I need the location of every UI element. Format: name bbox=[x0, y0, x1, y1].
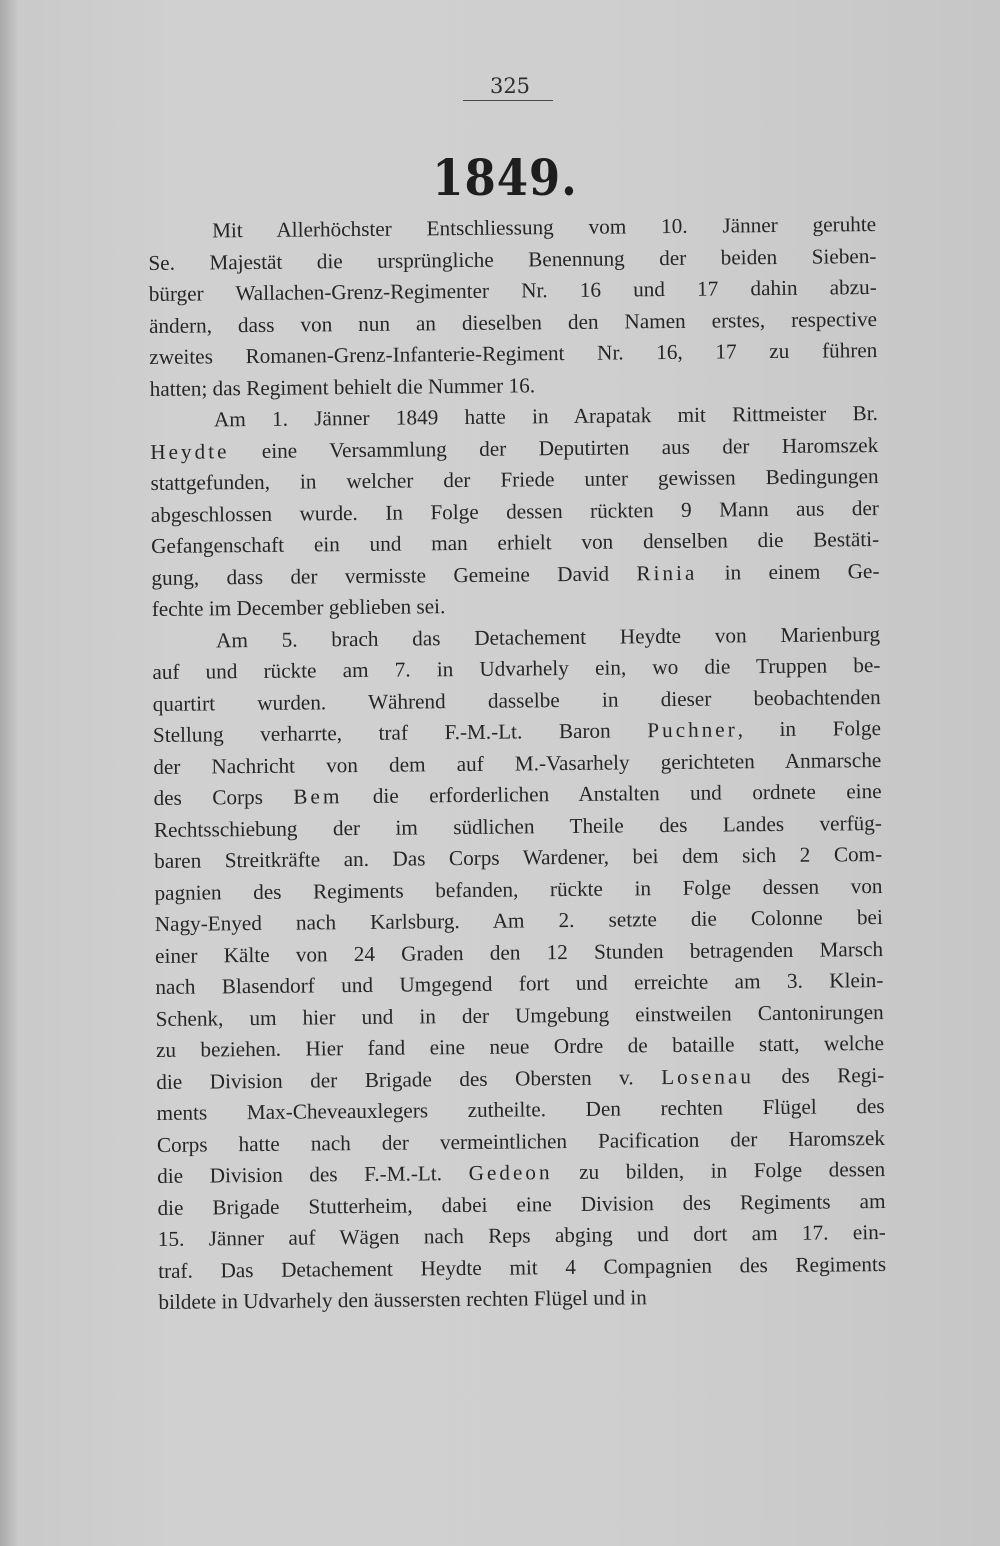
page-edge-shadow bbox=[0, 0, 18, 1546]
spaced-name: Heydte bbox=[150, 438, 230, 464]
text-segment: fechte im December geblieben sei. bbox=[151, 594, 446, 621]
text-segment: hatten; das Regiment behielt die Nummer 16. bbox=[149, 372, 536, 401]
text-segment: Am 1. Jänner 1849 hatte in Arapatak mit Rittmeister Br. bbox=[213, 401, 879, 432]
text-segment: die erforderlichen Anstalten und ordnete eine bbox=[342, 778, 882, 809]
spaced-name: Bem bbox=[293, 784, 343, 809]
text-segment: des Regi- bbox=[753, 1062, 885, 1088]
text-segment: bildete in Udvarhely den äussersten rechten Flügel und in bbox=[158, 1285, 647, 1314]
text-segment: pagnien des Regiments befanden, rückte in Folge dessen von bbox=[154, 873, 883, 905]
text-segment: Mit Allerhöchster Entschliessung vom 10. Jänner geruhte bbox=[212, 212, 877, 243]
text-line bbox=[158, 1280, 886, 1318]
text-segment: die Division der Brigade des Obersten v. bbox=[156, 1064, 662, 1094]
text-segment: bürger Wallachen-Grenz-Regimenter Nr. 16 und 17 dahin abzu- bbox=[148, 275, 877, 306]
body-text bbox=[148, 209, 887, 1318]
text-segment: auf und rückte am 7. in Udvarhely ein, wo die Truppen be- bbox=[152, 652, 881, 684]
spaced-name: Rinia bbox=[636, 560, 698, 585]
spaced-name: Puchner bbox=[647, 717, 738, 743]
text-segment: Nagy-Enyed nach Karlsburg. Am 2. setzte die Colonne bei bbox=[154, 904, 883, 936]
text-segment: baren Streitkräfte an. Das Corps Wardener, bei dem sich 2 Com- bbox=[154, 841, 883, 873]
text-segment: 15. Jänner auf Wägen nach Reps abging und dort am 17. ein- bbox=[157, 1219, 886, 1251]
text-segment: nach Blasendorf und Umgegend fort und erreichte am 3. Klein- bbox=[155, 967, 884, 999]
spaced-name: Gedeon bbox=[468, 1160, 553, 1185]
text-segment: Stellung verharrte, traf F.-M.-Lt. Baron bbox=[152, 718, 648, 747]
text-segment: eine Versammlung der Deputirten aus der Haromszek bbox=[229, 432, 879, 463]
text-segment: abgeschlossen wurde. In Folge dessen rückten 9 Mann aus der bbox=[150, 495, 879, 527]
year-heading: 1849. bbox=[432, 148, 578, 207]
page-number-rule bbox=[463, 100, 553, 101]
text-segment: traf. Das Detachement Heydte mit 4 Compagnien des Regiments bbox=[158, 1251, 887, 1283]
text-segment: ändern, dass von nun an dieselben den Namen erstes, respective bbox=[148, 306, 878, 338]
spaced-name: Losenau bbox=[661, 1063, 755, 1089]
text-segment: Schenk, um hier und in der Umgebung einstweilen Cantonirungen bbox=[155, 999, 884, 1031]
text-segment: des Corps bbox=[153, 784, 294, 810]
text-segment: , in Folge bbox=[737, 715, 882, 742]
text-segment: Gefangenschaft ein und man erhielt von denselben die Bestäti- bbox=[151, 526, 880, 558]
text-segment: zu beziehen. Hier fand eine neue Ordre de bataille statt, welche bbox=[155, 1030, 885, 1062]
text-segment: Rechtsschiebung der im südlichen Theile des Landes verfüg- bbox=[153, 810, 882, 842]
text-segment: stattgefunden, in welcher der Friede unter gewissen Bedingungen bbox=[150, 464, 879, 495]
text-segment: der Nachricht von dem auf M.-Vasarhely gerichteten Anmarsche bbox=[153, 747, 882, 779]
text-segment: quartirt wurden. Während dasselbe in dieser beobachtenden bbox=[152, 684, 881, 716]
text-segment: zweites Romanen-Grenz-Infanterie-Regiment Nr. 16, 17 zu führen bbox=[149, 338, 878, 369]
page-number: 325 bbox=[489, 74, 531, 98]
text-segment: die Division des F.-M.-Lt. bbox=[157, 1160, 469, 1188]
text-segment: Corps hatte nach der vermeintlichen Pacification der Haromszek bbox=[156, 1125, 885, 1157]
text-segment: einer Kälte von 24 Graden den 12 Stunden betragenden Marsch bbox=[154, 936, 884, 968]
text-segment: Se. Majestät die ursprüngliche Benennung der beiden Sieben- bbox=[148, 243, 877, 275]
text-segment: gung, dass der vermisste Gemeine David bbox=[151, 560, 637, 590]
text-segment: Am 5. brach das Detachement Heydte von Marienburg bbox=[215, 621, 881, 652]
text-segment: in einem Ge- bbox=[697, 558, 880, 585]
text-segment: ments Max-Cheveauxlegers zutheilte. Den rechten Flügel des bbox=[156, 1093, 885, 1125]
text-segment: zu bilden, in Folge dessen bbox=[552, 1156, 886, 1185]
text-segment: die Brigade Stutterheim, dabei eine Division des Regiments am bbox=[157, 1188, 886, 1220]
